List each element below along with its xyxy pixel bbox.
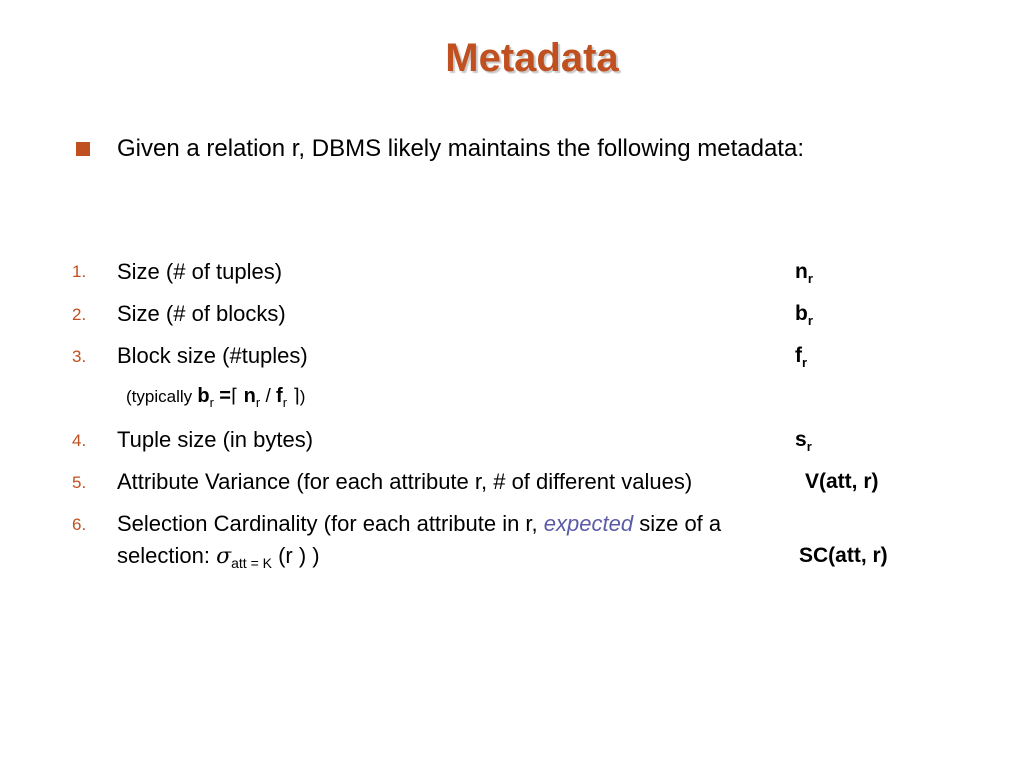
item-number: 5. [72,473,87,492]
square-bullet-icon [76,142,90,156]
item-text: Attribute Variance (for each attribute r, # of different values) [117,469,693,494]
item-symbol: V(att, r) [805,470,879,493]
item-symbol: $b_r$ [795,302,813,328]
item-symbol: $f_r$ [795,344,808,370]
intro-text: Given a relation r, DBMS likely maintains the following metadata: [117,135,804,162]
item-number: 1. [72,262,87,281]
slide-title: Metadata [445,36,619,80]
block-formula-note: (typically $b_r$ =⌈ $n_r / f_r$ ⌉) [126,385,306,410]
item-symbol: $s_r$ [795,428,812,454]
item-number: 3. [72,347,87,366]
item-symbol: $n_r$ [795,260,813,286]
item-text: Size (# of blocks) [117,301,286,326]
item-symbol: SC(att, r) [799,544,888,567]
sigma-symbol: σ [216,544,232,569]
item-text-line2: selection: $\sigma_{att = K}$ (r ) ) [117,543,320,571]
emphasis-text: expected [543,511,634,536]
item-number: 4. [72,431,87,450]
item-number: 2. [72,305,87,324]
item-text: Selection Cardinality (for each attribute in r, expected size of a [117,511,722,536]
item-text: Tuple size (in bytes) [117,427,314,452]
item-text: Block size (#tuples) [117,343,308,368]
item-text: Size (# of tuples) [117,259,283,284]
item-number: 6. [72,515,87,534]
